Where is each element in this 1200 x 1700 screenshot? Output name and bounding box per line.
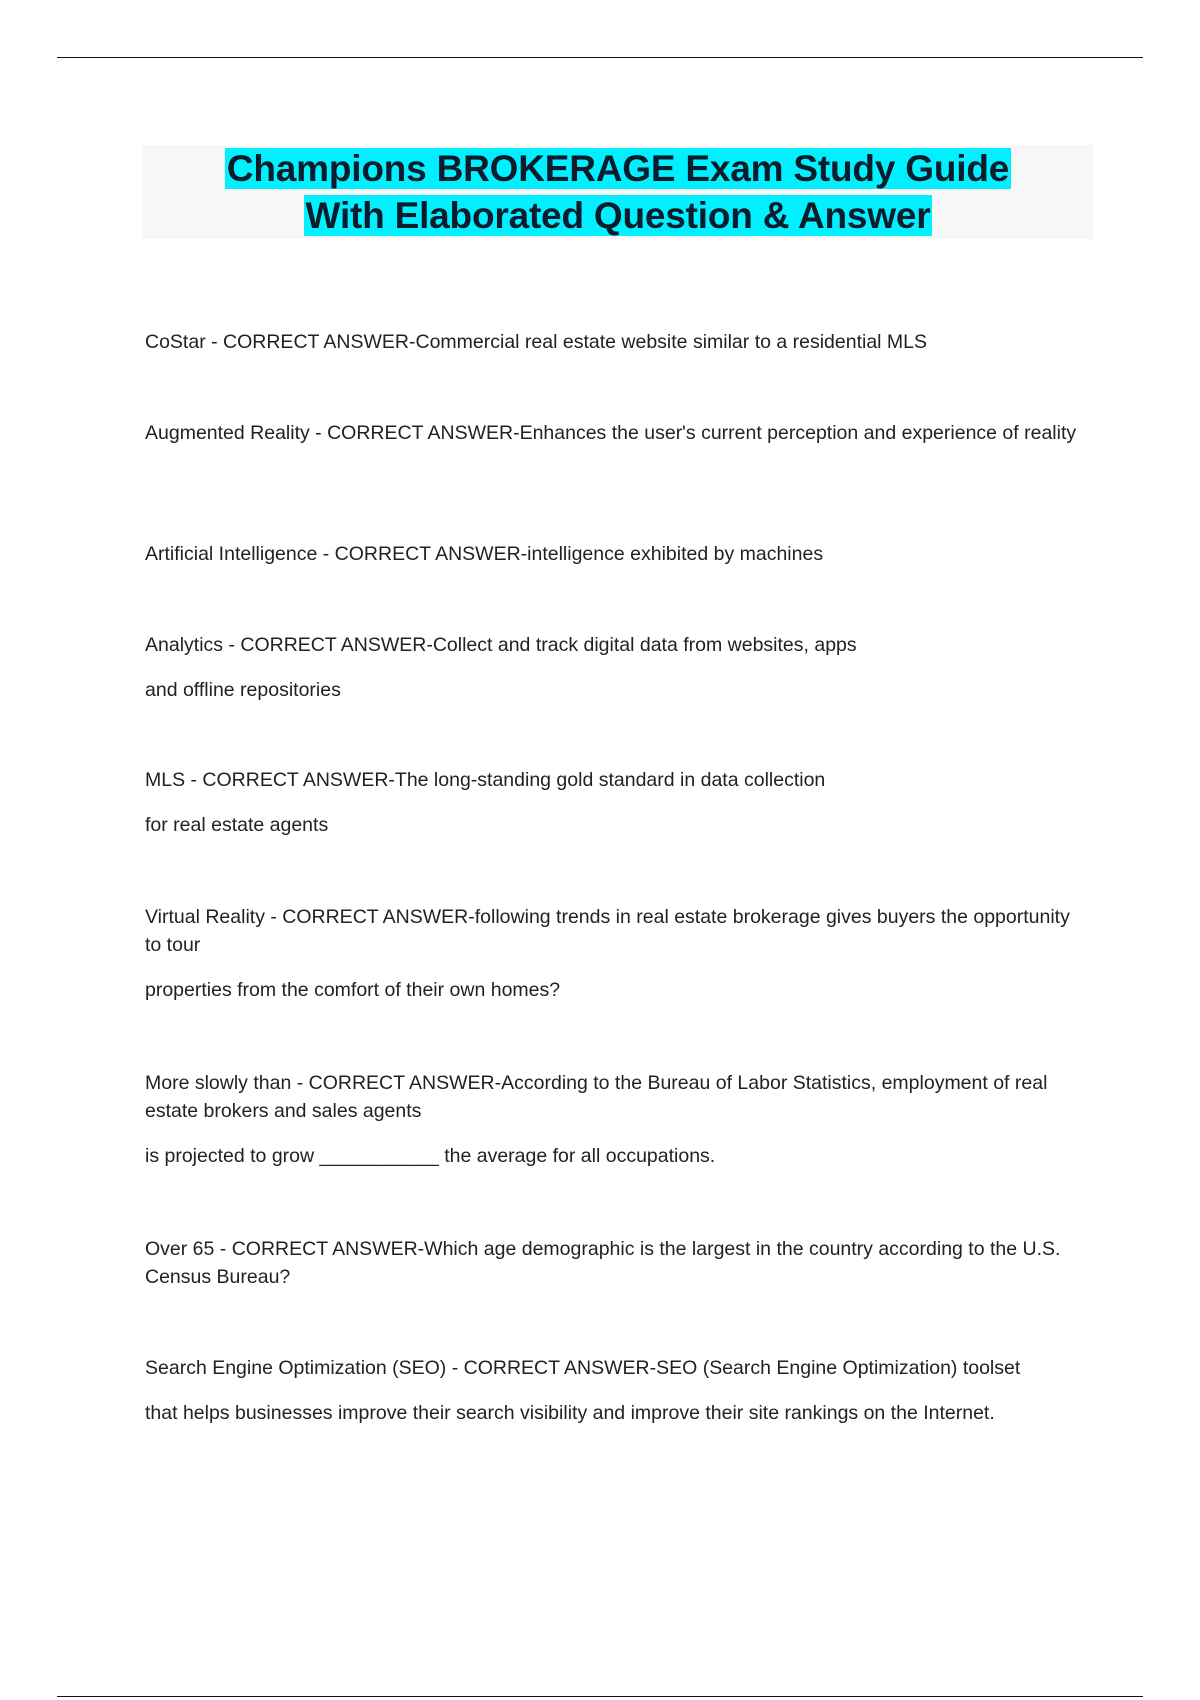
title-line-2 bbox=[143, 192, 1093, 239]
qa-text: Analytics - CORRECT ANSWER-Collect and track digital data from websites, apps bbox=[145, 634, 857, 656]
title-line-1 bbox=[143, 145, 1093, 192]
qa-text: Artificial Intelligence - CORRECT ANSWER-intelligence exhibited by machines bbox=[145, 543, 824, 565]
qa-entry-seo bbox=[145, 1354, 1085, 1427]
qa-entry-mls bbox=[145, 766, 1085, 839]
qa-text: Virtual Reality - CORRECT ANSWER-following trends in real estate brokerage gives buyers the opportunity to tour bbox=[145, 906, 1070, 956]
qa-continuation: that helps businesses improve their search visibility and improve their site rankings on the Internet. bbox=[145, 1402, 995, 1424]
qa-entry-costar bbox=[145, 328, 1085, 356]
qa-text: Over 65 - CORRECT ANSWER-Which age demographic is the largest in the country according to the U.S. Census Bureau? bbox=[145, 1238, 1061, 1288]
top-rule bbox=[57, 57, 1143, 58]
qa-continuation: and offline repositories bbox=[145, 679, 341, 701]
qa-text: MLS - CORRECT ANSWER-The long-standing gold standard in data collection bbox=[145, 769, 826, 791]
bottom-rule bbox=[57, 1696, 1143, 1697]
qa-text: CoStar - CORRECT ANSWER-Commercial real estate website similar to a residential MLS bbox=[145, 331, 928, 353]
qa-entry-analytics bbox=[145, 631, 1085, 704]
qa-entry-artificial-intelligence bbox=[145, 540, 1085, 568]
qa-text: Search Engine Optimization (SEO) - CORRECT ANSWER-SEO (Search Engine Optimization) toolset bbox=[145, 1357, 1021, 1379]
document-title bbox=[143, 145, 1093, 239]
qa-text: More slowly than - CORRECT ANSWER-According to the Bureau of Labor Statistics, employment of real estate brokers and sales agents bbox=[145, 1072, 1048, 1122]
qa-entry-over-65 bbox=[145, 1235, 1085, 1291]
qa-entry-more-slowly-than bbox=[145, 1069, 1085, 1170]
qa-entry-virtual-reality bbox=[145, 903, 1085, 1004]
qa-text: Augmented Reality - CORRECT ANSWER-Enhances the user's current perception and experience of reality bbox=[145, 422, 1077, 444]
qa-entry-augmented-reality bbox=[145, 419, 1085, 447]
qa-continuation: for real estate agents bbox=[145, 814, 329, 836]
title-highlight-1: Champions BROKERAGE Exam Study Guide bbox=[226, 148, 1010, 189]
qa-continuation: is projected to grow ___________ the average for all occupations. bbox=[145, 1145, 716, 1167]
title-highlight-2: With Elaborated Question & Answer bbox=[305, 195, 931, 236]
qa-continuation: properties from the comfort of their own homes? bbox=[145, 979, 561, 1001]
